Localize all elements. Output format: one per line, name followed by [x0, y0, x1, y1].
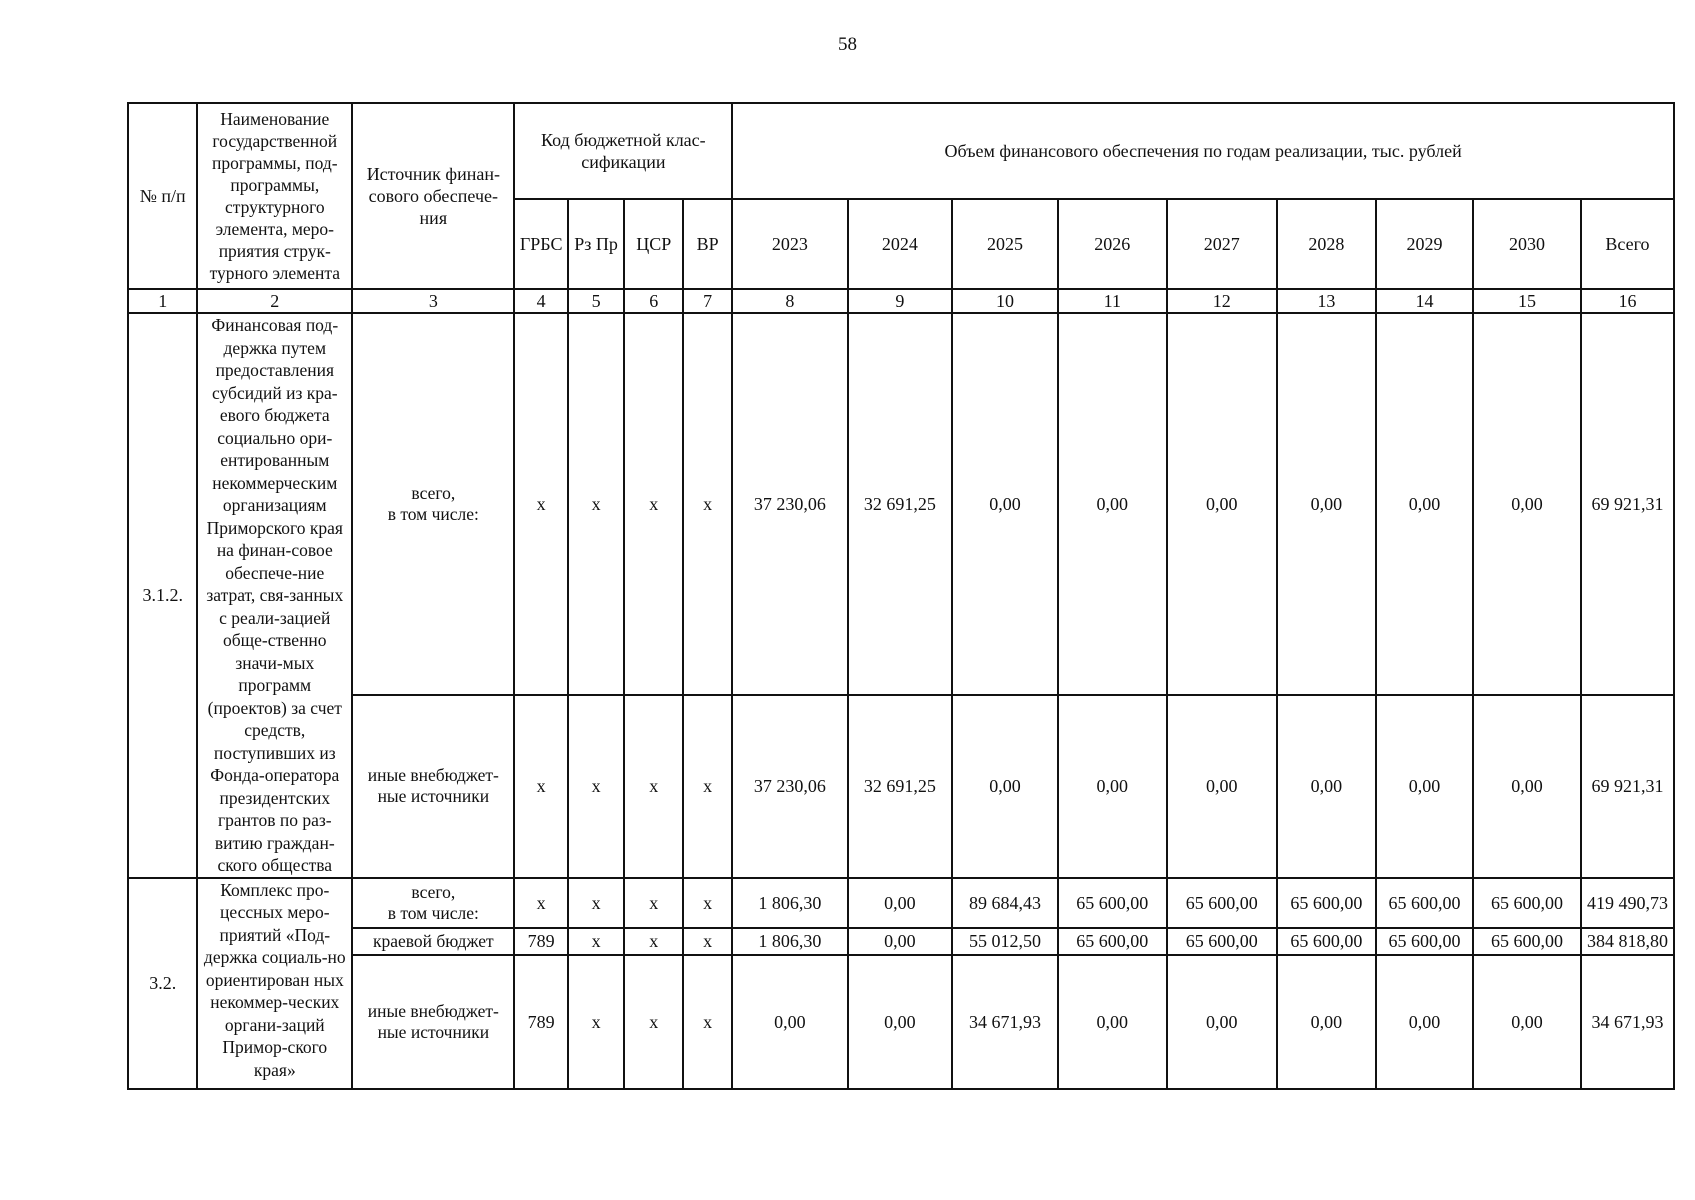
funding-source: краевой бюджет: [352, 928, 514, 955]
value-cell: 32 691,25: [848, 695, 953, 877]
header-kbk: Код бюджетной клас-сификации: [514, 103, 732, 199]
value-cell: 0,00: [1058, 695, 1167, 877]
column-number: 6: [624, 289, 683, 313]
header-grbs: ГРБС: [514, 199, 567, 289]
column-number: 4: [514, 289, 567, 313]
funding-source: иные внебюджет-ные источники: [352, 955, 514, 1089]
value-cell: 0,00: [848, 955, 953, 1089]
value-cell: 65 600,00: [1058, 928, 1167, 955]
value-cell: 0,00: [1058, 313, 1167, 695]
value-cell: 0,00: [1167, 313, 1277, 695]
value-cell: 0,00: [848, 928, 953, 955]
value-cell: 65 600,00: [1277, 878, 1376, 928]
total-cell: 69 921,31: [1581, 695, 1674, 877]
value-cell: 65 600,00: [1058, 878, 1167, 928]
value-cell: 0,00: [848, 878, 953, 928]
header-year: 2030: [1473, 199, 1581, 289]
header-year: 2028: [1277, 199, 1376, 289]
code-cell: x: [624, 313, 683, 695]
code-cell: x: [568, 928, 625, 955]
code-cell: x: [568, 313, 625, 695]
code-cell: x: [568, 878, 625, 928]
column-number: 7: [683, 289, 732, 313]
row-number: 3.2.: [128, 878, 197, 1089]
value-cell: 1 806,30: [732, 878, 847, 928]
value-cell: 32 691,25: [848, 313, 953, 695]
value-cell: 34 671,93: [952, 955, 1058, 1089]
header-year: 2025: [952, 199, 1058, 289]
value-cell: 37 230,06: [732, 695, 847, 877]
header-row-1: [128, 103, 1674, 199]
table-row: [128, 878, 1674, 928]
header-num: № п/п: [128, 103, 197, 289]
code-cell: x: [514, 313, 567, 695]
column-number: 11: [1058, 289, 1167, 313]
column-number: 15: [1473, 289, 1581, 313]
header-year: 2029: [1376, 199, 1473, 289]
column-number: 5: [568, 289, 625, 313]
value-cell: 65 600,00: [1167, 928, 1277, 955]
column-number: 9: [848, 289, 953, 313]
header-volume: Объем финансового обеспечения по годам реализации, тыс. рублей: [732, 103, 1674, 199]
code-cell: x: [568, 695, 625, 877]
column-number: 2: [197, 289, 352, 313]
code-cell: x: [683, 695, 732, 877]
page-number: 58: [838, 34, 857, 55]
value-cell: 65 600,00: [1473, 878, 1581, 928]
value-cell: 0,00: [1376, 313, 1473, 695]
column-number: 12: [1167, 289, 1277, 313]
column-number: 16: [1581, 289, 1674, 313]
value-cell: 65 600,00: [1376, 878, 1473, 928]
code-cell: x: [514, 695, 567, 877]
header-source: Источник финан-сового обеспече-ния: [352, 103, 514, 289]
value-cell: 37 230,06: [732, 313, 847, 695]
header-year: 2027: [1167, 199, 1277, 289]
value-cell: 0,00: [1473, 313, 1581, 695]
value-cell: 65 600,00: [1167, 878, 1277, 928]
value-cell: 65 600,00: [1473, 928, 1581, 955]
table-row: [128, 955, 1674, 1089]
code-cell: x: [683, 928, 732, 955]
column-number: 1: [128, 289, 197, 313]
code-cell: x: [624, 928, 683, 955]
total-cell: 69 921,31: [1581, 313, 1674, 695]
value-cell: 0,00: [1167, 695, 1277, 877]
value-cell: 1 806,30: [732, 928, 847, 955]
value-cell: 65 600,00: [1277, 928, 1376, 955]
code-cell: x: [624, 878, 683, 928]
column-number: 13: [1277, 289, 1376, 313]
value-cell: 0,00: [1473, 695, 1581, 877]
header-year: 2026: [1058, 199, 1167, 289]
code-cell: x: [683, 878, 732, 928]
funding-source: всего, в том числе:: [352, 878, 514, 928]
column-number: 10: [952, 289, 1058, 313]
total-cell: 419 490,73: [1581, 878, 1674, 928]
funding-source: всего, в том числе:: [352, 313, 514, 695]
header-total: Всего: [1581, 199, 1674, 289]
row-name: Финансовая под-держка путем предоставления субсидий из кра-евого бюджета социально ори-ентированным некоммерческим организациям Приморского края на финан-совое обеспече-ние затрат, свя-занных с реали-зацией обще-ственно значи-мых программ (проектов) за счет средств, поступивших из Фонда-оператора президентских грантов по раз-витию граждан-ского общества: [197, 313, 352, 878]
value-cell: 0,00: [1167, 955, 1277, 1089]
value-cell: 0,00: [1473, 955, 1581, 1089]
value-cell: 0,00: [732, 955, 847, 1089]
code-cell: x: [683, 955, 732, 1089]
value-cell: 0,00: [1376, 695, 1473, 877]
code-cell: x: [624, 955, 683, 1089]
code-cell: x: [683, 313, 732, 695]
column-numbers-row: [128, 289, 1674, 313]
value-cell: 55 012,50: [952, 928, 1058, 955]
value-cell: 89 684,43: [952, 878, 1058, 928]
total-cell: 34 671,93: [1581, 955, 1674, 1089]
header-csr: ЦСР: [624, 199, 683, 289]
value-cell: 0,00: [1058, 955, 1167, 1089]
value-cell: 0,00: [1376, 955, 1473, 1089]
funding-source: иные внебюджет-ные источники: [352, 695, 514, 877]
total-cell: 384 818,80: [1581, 928, 1674, 955]
row-number: 3.1.2.: [128, 313, 197, 878]
value-cell: 0,00: [1277, 955, 1376, 1089]
code-cell: x: [624, 695, 683, 877]
value-cell: 0,00: [1277, 695, 1376, 877]
table-row: [128, 695, 1674, 877]
header-year: 2023: [732, 199, 847, 289]
code-cell: x: [568, 955, 625, 1089]
code-cell: 789: [514, 928, 567, 955]
header-name: Наименование государственной программы, под-программы, структурного элемента, меро-приятия струк-турного элемента: [197, 103, 352, 289]
header-rzpr: Рз Пр: [568, 199, 625, 289]
header-vr: ВР: [683, 199, 732, 289]
row-name: Комплекс про-цессных меро-приятий «Под-держка социаль-но ориентирован ных некоммер-ческих органи-заций Примор-ского края»: [197, 878, 352, 1089]
code-cell: x: [514, 878, 567, 928]
value-cell: 65 600,00: [1376, 928, 1473, 955]
value-cell: 0,00: [952, 695, 1058, 877]
budget-table: [127, 102, 1675, 1090]
column-number: 8: [732, 289, 847, 313]
column-number: 14: [1376, 289, 1473, 313]
value-cell: 0,00: [952, 313, 1058, 695]
header-year: 2024: [848, 199, 953, 289]
table-row: [128, 928, 1674, 955]
column-number: 3: [352, 289, 514, 313]
table-row: [128, 313, 1674, 695]
code-cell: 789: [514, 955, 567, 1089]
value-cell: 0,00: [1277, 313, 1376, 695]
